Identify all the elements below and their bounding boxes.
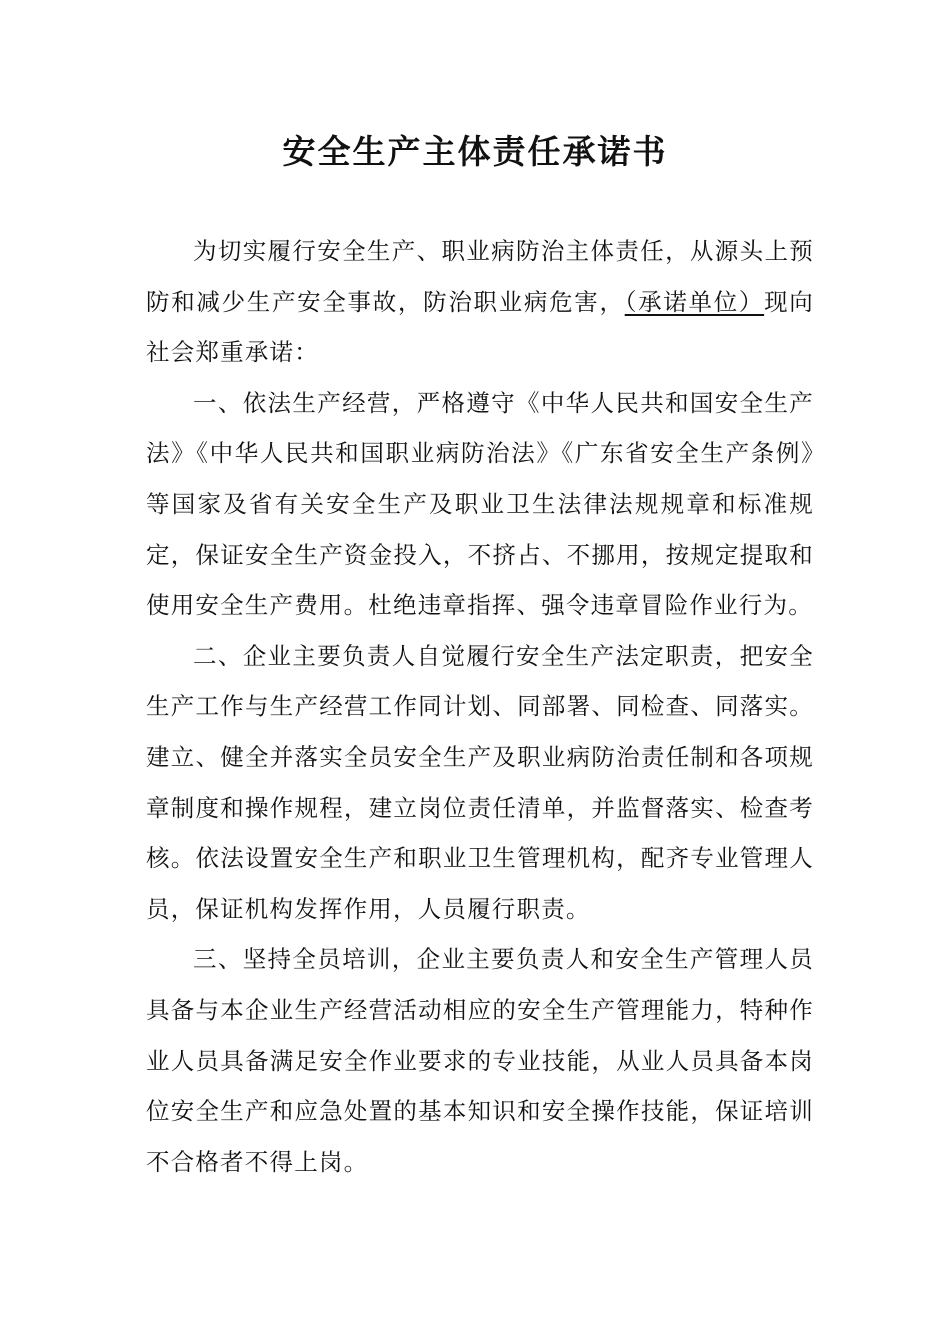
clause-paragraph-2: 二、企业主要负责人自觉履行安全生产法定职责，把安全生产工作与生产经营工作同计划、同部署、同检查、同落实。建立、健全并落实全员安全生产及职业病防治责任制和各项规章制度和操作规程，建立岗位责任清单，并监督落实、检查考核。依法设置安全生产和职业卫生管理机构，配齐专业管理人员，保证机构发挥作用，人员履行职责。 xyxy=(146,641,814,923)
intro-paragraph xyxy=(146,226,814,378)
clause-paragraph-1: 一、依法生产经营，严格遵守《中华人民共和国安全生产法》《中华人民共和国职业病防治法》《广东省安全生产条例》等国家及省有关安全生产及职业卫生法律法规规章和标准规定，保证安全生产资金投入，不挤占、不挪用，按规定提取和使用安全生产费用。杜绝违章指挥、强令违章冒险作业行为。 xyxy=(146,388,814,620)
intro-text-before: 为切实履行安全生产、职业病防治主体责任，从源头上预防和减少生产安全事故，防治职业病危害， xyxy=(146,237,814,316)
document-title: 安全生产主体责任承诺书 xyxy=(282,132,668,171)
pledging-unit-placeholder: （承诺单位） xyxy=(624,287,765,316)
intro-text-after: 现向社会郑重承诺： xyxy=(146,287,815,367)
clause-paragraph-3: 三、坚持全员培训，企业主要负责人和安全生产管理人员具备与本企业生产经营活动相应的安全生产管理能力，特种作业人员具备满足安全作业要求的专业技能，从业人员具备本岗位安全生产和应急处置的基本知识和安全操作技能，保证培训不合格者不得上岗。 xyxy=(146,945,814,1176)
document-body xyxy=(146,226,814,1187)
